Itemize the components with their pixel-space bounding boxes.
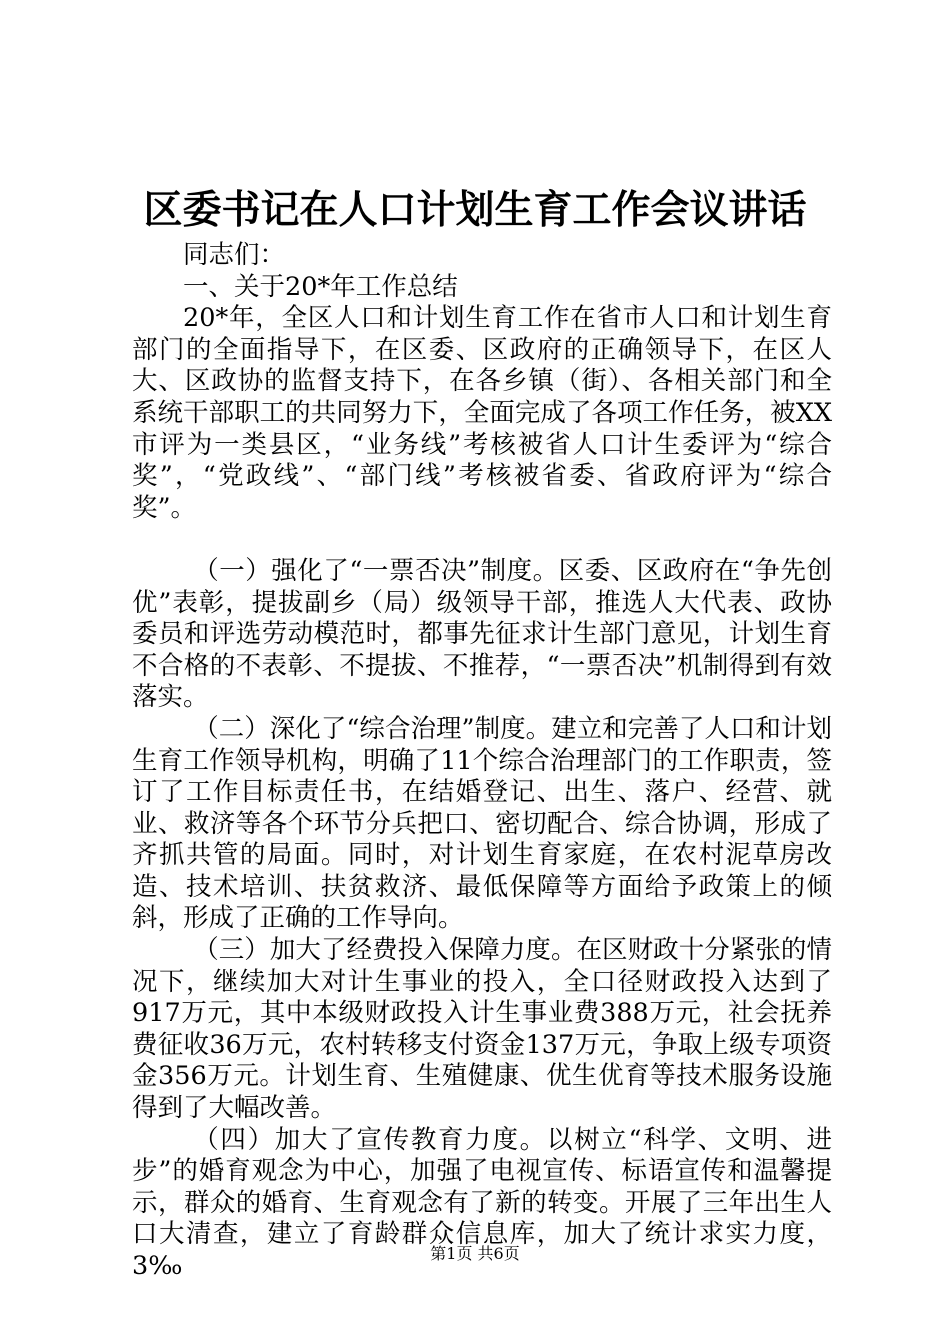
paragraph-summary: 20*年，全区人口和计划生育工作在省市人口和计划生育部门的全面指导下，在区委、区政府的正确领导下，在区人大、区政协的监督支持下，在各乡镇（街）、各相关部门和全系统干部职工的共同努力下，全面完成了各项工作任务，被XX市评为一类县区，“业务线”考核被省人口计生委评为“综合奖”，“党政线”、“部门线”考核被省委、省政府评为“综合奖”。 xyxy=(132,303,832,523)
paragraph-item-2: （二）深化了“综合治理”制度。建立和完善了人口和计划生育工作领导机构，明确了11个综合治理部门的工作职责，签订了工作目标责任书，在结婚登记、出生、落户、经营、就业、救济等各个环节分兵把口、密切配合、综合协调，形成了齐抓共管的局面。同时，对计划生育家庭，在农村泥草房改造、技术培训、扶贫救济、最低保障等方面给予政策上的倾斜，形成了正确的工作导向。 xyxy=(132,713,832,934)
paragraph-item-1: （一）强化了“一票否决”制度。区委、区政府在“争先创优”表彰，提拔副乡（局）级领导干部，推选人大代表、政协委员和评选劳动模范时，都事先征求计生部门意见，计划生育不合格的不表彰、不提拔、不推荐，“一票否决”机制得到有效落实。 xyxy=(132,555,832,713)
document-title: 区委书记在人口计划生育工作会议讲话 xyxy=(143,187,807,233)
document-body xyxy=(132,240,832,1283)
section-heading: 一、关于20*年工作总结 xyxy=(183,271,458,302)
paragraph-item-4: （四）加大了宣传教育力度。以树立“科学、文明、进步”的婚育观念为中心，加强了电视宣传、标语宣传和温馨提示，群众的婚育、生育观念有了新的转变。开展了三年出生人口大清查，建立了育龄群众信息库，加大了统计求实力度，3‰ xyxy=(132,1124,832,1281)
paragraph-item-3: （三）加大了经费投入保障力度。在区财政十分紧张的情况下，继续加大对计生事业的投入，全口径财政投入达到了917万元，其中本级财政投入计生事业费388万元，社会抚养费征收36万元，农村转移支付资金137万元，争取上级专项资金356万元。计划生育、生殖健康、优生优育等技术服务设施得到了大幅改善。 xyxy=(132,935,832,1124)
salutation: 同志们： xyxy=(183,240,286,270)
page-number-footer: 第1页 共6页 xyxy=(430,1244,520,1263)
